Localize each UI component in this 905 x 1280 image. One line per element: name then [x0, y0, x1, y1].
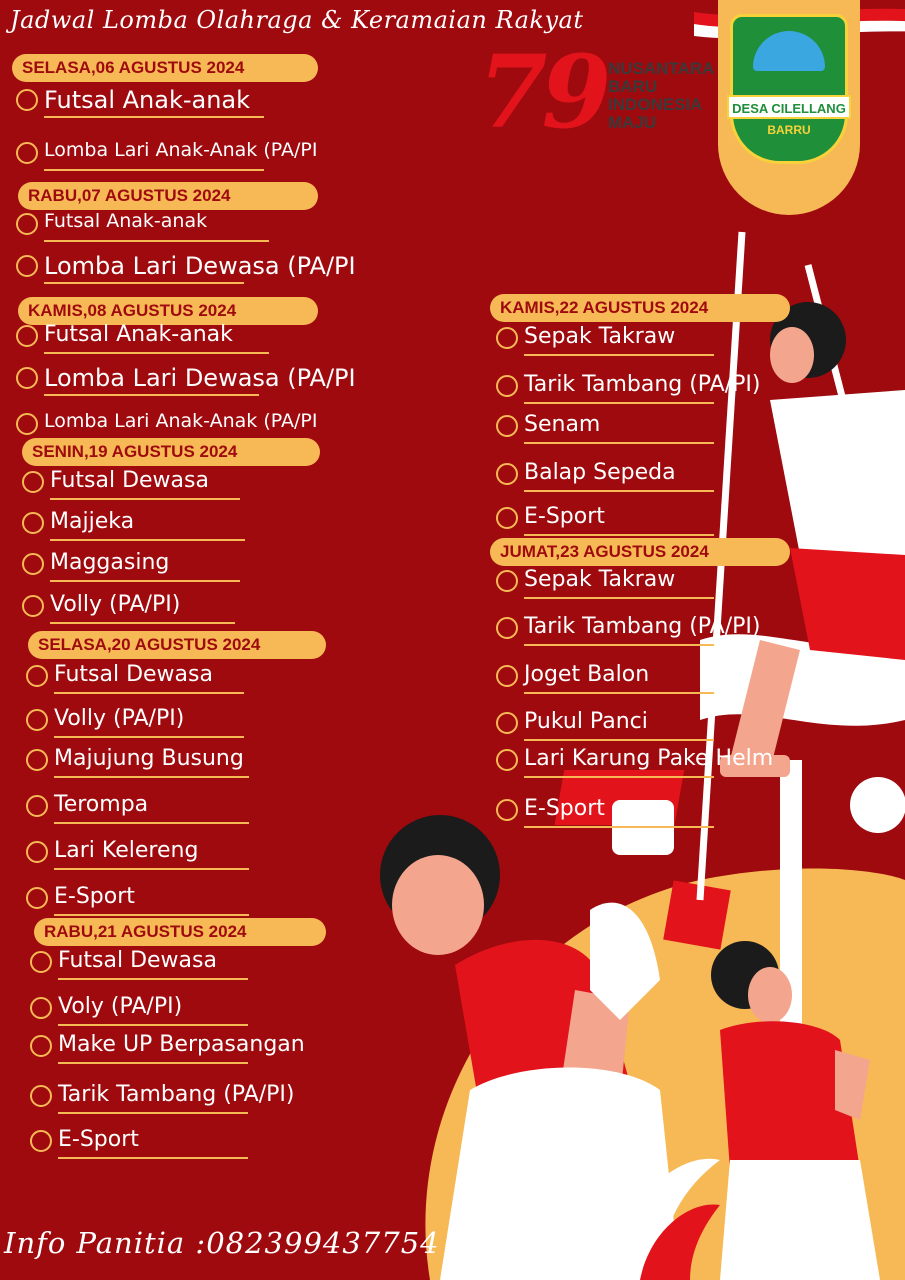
circle-bullet-icon [26, 795, 48, 817]
underline-divider [44, 169, 264, 171]
underline-divider [54, 736, 244, 738]
circle-bullet-icon [30, 951, 52, 973]
event-label: E-Sport [524, 504, 605, 529]
underline-divider [54, 692, 244, 694]
sack-kid-face-shape [392, 855, 484, 955]
event-label: Lari Kelereng [54, 838, 199, 863]
event-label: Voly (PA/PI) [58, 994, 183, 1019]
circle-bullet-icon [496, 665, 518, 687]
underline-divider [44, 282, 244, 284]
event-label: Lomba Lari Dewasa (PA/PI [44, 252, 356, 280]
event-label: Volly (PA/PI) [54, 706, 185, 731]
underline-divider [524, 490, 714, 492]
circle-bullet-icon [22, 595, 44, 617]
underline-divider [54, 914, 249, 916]
underline-divider [50, 580, 240, 582]
event-label: Lomba Lari Anak-Anak (PA/PI [44, 139, 318, 161]
underline-divider [524, 442, 714, 444]
underline-divider [44, 352, 269, 354]
circle-bullet-icon [26, 749, 48, 771]
slogan-line-4: MAJU [608, 113, 657, 132]
underline-divider [58, 1062, 248, 1064]
circle-bullet-icon [30, 1085, 52, 1107]
underline-divider [524, 826, 714, 828]
emblem-banner: DESA CILELLANG [727, 95, 851, 119]
event-label: Futsal Anak-anak [44, 210, 208, 232]
emblem-subtitle: BARRU [767, 123, 811, 137]
event-label: Pukul Panci [524, 709, 648, 734]
event-label: Lomba Lari Dewasa (PA/PI [44, 364, 356, 392]
circle-bullet-icon [26, 665, 48, 687]
event-label: Balap Sepeda [524, 460, 676, 485]
circle-bullet-icon [16, 89, 38, 111]
underline-divider [44, 394, 259, 396]
underline-divider [58, 1024, 248, 1026]
event-label: Futsal Dewasa [50, 468, 209, 493]
circle-bullet-icon [496, 712, 518, 734]
anniversary-79-logo: 79 [478, 33, 606, 151]
underline-divider [58, 1157, 248, 1159]
circle-bullet-icon [16, 142, 38, 164]
event-label: Majujung Busung [54, 746, 244, 771]
event-label: Lomba Lari Anak-Anak (PA/PI [44, 410, 318, 432]
kid-face-shape [770, 327, 814, 383]
underline-divider [58, 978, 248, 980]
event-label: E-Sport [54, 884, 135, 909]
underline-divider [54, 776, 249, 778]
circle-bullet-icon [16, 367, 38, 389]
circle-bullet-icon [496, 507, 518, 529]
circle-bullet-icon [16, 325, 38, 347]
event-label: Terompa [54, 792, 149, 817]
event-label: Futsal Anak-anak [44, 86, 251, 114]
circle-bullet-icon [496, 463, 518, 485]
prize-box-2-shape [663, 880, 731, 949]
day-header: SENIN,19 AGUSTUS 2024 [22, 438, 320, 466]
event-label: Futsal Dewasa [58, 948, 217, 973]
event-label: Lari Karung Pake Helm [524, 746, 774, 771]
circle-bullet-icon [26, 841, 48, 863]
underline-divider [524, 354, 714, 356]
circle-bullet-icon [496, 749, 518, 771]
circle-bullet-icon [496, 327, 518, 349]
event-label: Senam [524, 412, 601, 437]
slogan-line-3: INDONESIA [608, 95, 703, 114]
day-header: KAMIS,08 AGUSTUS 2024 [18, 297, 318, 325]
underline-divider [524, 402, 714, 404]
circle-bullet-icon [16, 213, 38, 235]
kid-shirt-shape [770, 390, 905, 560]
underline-divider [54, 822, 249, 824]
event-label: Futsal Dewasa [54, 662, 213, 687]
underline-divider [50, 539, 245, 541]
circle-bullet-icon [16, 255, 38, 277]
underline-divider [524, 692, 714, 694]
stick-left-shape [700, 232, 742, 900]
underline-divider [524, 739, 714, 741]
circle-bullet-icon [496, 415, 518, 437]
event-label: Make UP Berpasangan [58, 1032, 305, 1057]
emblem-sky-shape [753, 31, 825, 71]
slogan-line-1: NUSANTARA [608, 59, 715, 78]
event-label: Volly (PA/PI) [50, 592, 181, 617]
circle-bullet-icon [16, 413, 38, 435]
event-label: Joget Balon [524, 662, 650, 687]
slogan-text [608, 60, 714, 132]
underline-divider [524, 597, 714, 599]
event-label: Sepak Takraw [524, 567, 676, 592]
underline-divider [44, 116, 264, 118]
underline-divider [50, 622, 235, 624]
event-label: Tarik Tambang (PA/PI) [58, 1082, 295, 1107]
underline-divider [58, 1112, 248, 1114]
day-header: SELASA,20 AGUSTUS 2024 [28, 631, 326, 659]
circle-bullet-icon [30, 1035, 52, 1057]
ball-shape [850, 777, 905, 833]
event-label: Sepak Takraw [524, 324, 676, 349]
event-label: Tarik Tambang (PA/PI) [524, 614, 761, 639]
circle-bullet-icon [22, 471, 44, 493]
circle-bullet-icon [26, 709, 48, 731]
circle-bullet-icon [30, 997, 52, 1019]
circle-bullet-icon [26, 887, 48, 909]
day-header: SELASA,06 AGUSTUS 2024 [12, 54, 318, 82]
underline-divider [50, 498, 240, 500]
day-header: KAMIS,22 AGUSTUS 2024 [490, 294, 790, 322]
contact-info: Info Panitia :082399437754 [4, 1226, 440, 1260]
slogan-line-2: BARU [608, 77, 658, 96]
circle-bullet-icon [496, 570, 518, 592]
day-header: RABU,07 AGUSTUS 2024 [18, 182, 318, 210]
underline-divider [524, 534, 714, 536]
circle-bullet-icon [496, 617, 518, 639]
village-emblem-icon [730, 14, 848, 164]
event-label: E-Sport [524, 796, 605, 821]
circle-bullet-icon [496, 799, 518, 821]
emblem-holder [718, 0, 860, 215]
underline-divider [54, 868, 249, 870]
event-label: E-Sport [58, 1127, 139, 1152]
circle-bullet-icon [496, 375, 518, 397]
day-header: RABU,21 AGUSTUS 2024 [34, 918, 326, 946]
poster-title: Jadwal Lomba Olahraga & Keramaian Rakyat [10, 6, 584, 34]
helmet-sack-shape [720, 1160, 880, 1280]
circle-bullet-icon [30, 1130, 52, 1152]
circle-bullet-icon [22, 553, 44, 575]
underline-divider [524, 776, 714, 778]
helmet-kid-face-shape [748, 967, 792, 1023]
circle-bullet-icon [22, 512, 44, 534]
day-header: JUMAT,23 AGUSTUS 2024 [490, 538, 790, 566]
event-label: Maggasing [50, 550, 170, 575]
underline-divider [524, 644, 714, 646]
event-label: Majjeka [50, 509, 135, 534]
event-label: Futsal Anak-anak [44, 322, 233, 347]
event-label: Tarik Tambang (PA/PI) [524, 372, 761, 397]
underline-divider [44, 240, 269, 242]
